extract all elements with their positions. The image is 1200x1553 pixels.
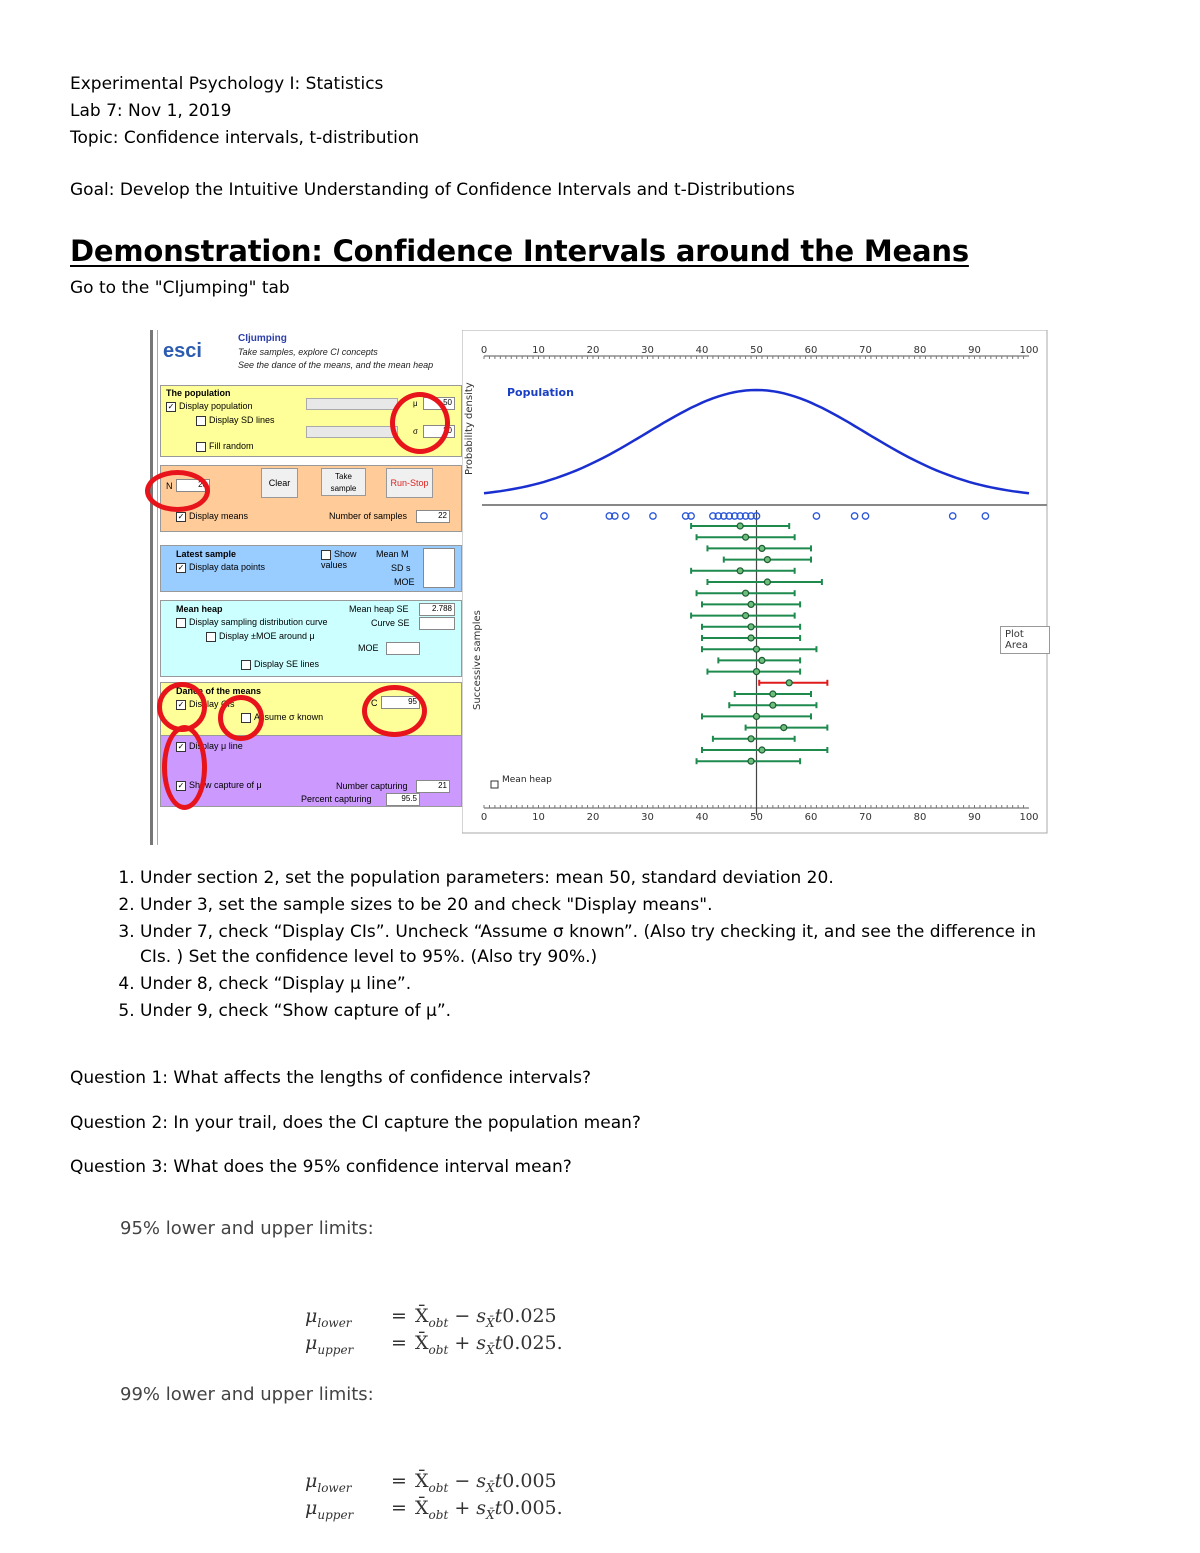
tick-label: 10 <box>532 345 545 356</box>
left-border <box>150 330 153 845</box>
tick-label: 70 <box>859 345 872 356</box>
display-mu-line-checkbox[interactable]: ✓ Display μ line <box>177 741 243 751</box>
eq-99-upper: $\mu_{upper}$ = $X̄_{obt} + s_{X̄}t0.005$. <box>305 1497 563 1522</box>
tick-label: 0 <box>480 812 488 823</box>
question-3: Question 3: What does the 95% confidence interval mean? <box>70 1157 572 1177</box>
display-se-lines-checkbox[interactable] <box>241 659 319 670</box>
display-mu-line-label: Display μ line <box>189 741 243 751</box>
display-moe-around-mu-label: Display ±MOE around μ <box>219 631 315 641</box>
steps-list <box>100 866 1040 1026</box>
ci-mean-point <box>737 523 743 529</box>
display-sd-lines-label: Display SD lines <box>209 415 275 425</box>
app-title: CIjumping <box>238 333 287 344</box>
tick-label: 20 <box>586 812 600 823</box>
latest-sample-values <box>423 548 455 588</box>
ci-mean-point <box>743 534 749 540</box>
ci-mean-point <box>759 657 765 663</box>
mean-m-label: Mean M <box>376 549 409 559</box>
assume-sigma-known-label: Assume σ known <box>254 712 324 722</box>
annotation-circle-n <box>145 470 210 512</box>
ci-mean-point <box>764 579 770 585</box>
display-moe-around-mu-checkbox[interactable] <box>206 631 315 642</box>
mean-heap-checkbox[interactable] <box>491 781 498 788</box>
tick-label: 20 <box>586 345 600 356</box>
tick-label: 90 <box>968 812 981 823</box>
ci-mean-point <box>759 545 765 551</box>
step-item: 5. Under 9, check “Show capture of μ”. <box>140 999 1040 1024</box>
ci-mean-point <box>754 646 760 652</box>
tick-label: 0 <box>480 345 488 356</box>
clear-button[interactable]: Clear <box>261 468 298 498</box>
display-means-label: Display means <box>189 511 249 521</box>
tick-label: 80 <box>913 345 927 356</box>
number-of-samples-label: Number of samples <box>329 511 408 521</box>
step-item: 1. Under section 2, set the population parameters: mean 50, standard deviation 20. <box>140 866 1040 891</box>
display-se-lines-label: Display SE lines <box>254 659 320 669</box>
goal: Goal: Develop the Intuitive Understanding of Confidence Intervals and t-Distributions <box>70 180 795 200</box>
sigma-slider[interactable] <box>306 426 398 438</box>
course-title: Experimental Psychology I: Statistics <box>70 74 384 94</box>
annotation-circle-confidence <box>362 685 427 737</box>
ci-mean-point <box>759 747 765 753</box>
app-subtitle-2: See the dance of the means, and the mean heap <box>238 360 434 370</box>
step-item: 3. Under 7, check “Display CIs”. Uncheck “Assume σ known”. (Also try checking it, and see the difference in CIs. ) Set the confidence level to 95%. (Also try 90%.) <box>140 920 1040 970</box>
sd-s-label: SD s <box>391 563 411 573</box>
curve-se-label: Curve SE <box>371 618 410 628</box>
run-stop-button[interactable]: Run-Stop <box>386 468 433 498</box>
ci-mean-point <box>748 758 754 764</box>
display-population-checkbox[interactable]: ✓ Display population <box>167 401 253 411</box>
sigma-label: σ <box>413 427 418 436</box>
percent-capturing-value: 95.5 <box>386 793 420 806</box>
latest-sample-section <box>160 545 462 592</box>
display-data-points-checkbox[interactable]: ✓ Display data points <box>177 562 266 572</box>
ci-mean-point <box>754 669 760 675</box>
curve-se-value <box>419 617 455 630</box>
cijumping-screenshot <box>150 330 1050 850</box>
show-values-label: Show values <box>321 549 357 570</box>
tick-label: 100 <box>1019 812 1039 823</box>
annotation-circle-mu-sigma <box>390 392 450 454</box>
ci-mean-point <box>754 713 760 719</box>
demo-heading: Demonstration: Confidence Intervals around the Means <box>70 234 969 268</box>
ci-mean-point <box>786 680 792 686</box>
mean-heap-title: Mean heap <box>176 604 223 614</box>
tick-label: 40 <box>695 812 709 823</box>
eq-95-upper: $\mu_{upper}$ = $X̄_{obt} + s_{X̄}t0.025$. <box>305 1332 563 1357</box>
tick-label: 100 <box>1019 345 1039 356</box>
number-of-samples-value: 22 <box>416 510 450 523</box>
display-sampling-curve-checkbox[interactable] <box>176 617 328 628</box>
demo-instruction: Go to the "CIjumping" tab <box>70 278 290 298</box>
tick-label: 40 <box>695 345 709 356</box>
moe2-value <box>386 642 420 655</box>
ci-mean-point <box>737 568 743 574</box>
eq-95-lower: $\mu_{lower}$ = $X̄_{obt} - s_{X̄}t0.025$ <box>305 1305 557 1330</box>
population-label: Population <box>507 386 574 399</box>
ci-mean-point <box>743 590 749 596</box>
tick-label: 10 <box>532 812 545 823</box>
tick-label: 60 <box>804 345 818 356</box>
limits-99-title: 99% lower and upper limits: <box>120 1384 374 1405</box>
mu-input[interactable]: 50 <box>423 397 455 410</box>
moe2-label: MOE <box>358 643 379 653</box>
tick-label: 30 <box>641 812 654 823</box>
fill-random-label: Fill random <box>209 441 254 451</box>
plot-area <box>462 330 1050 835</box>
successive-samples-label: Successive samples <box>472 610 483 710</box>
ci-mean-point <box>764 557 770 563</box>
topic: Topic: Confidence intervals, t-distribution <box>70 128 420 148</box>
fill-random-checkbox[interactable] <box>196 441 254 452</box>
plot-area-tooltip: Plot Area <box>1000 626 1050 654</box>
left-border-2 <box>157 330 158 845</box>
tick-label: 30 <box>641 345 654 356</box>
mu-label: μ <box>413 399 418 408</box>
moe-label: MOE <box>394 577 415 587</box>
show-capture-label: Show capture of μ <box>189 780 262 790</box>
lab-date: Lab 7: Nov 1, 2019 <box>70 101 232 121</box>
step-item: 2. Under 3, set the sample sizes to be 20 and check "Display means". <box>140 893 1040 918</box>
take-sample-button[interactable]: Take sample <box>321 468 366 496</box>
tick-label: 90 <box>968 345 981 356</box>
display-sampling-curve-label: Display sampling distribution curve <box>189 617 328 627</box>
ci-mean-point <box>770 691 776 697</box>
n-label: N <box>166 481 173 491</box>
number-capturing-label: Number capturing <box>336 781 408 791</box>
mean-heap-se-value: 2.788 <box>419 603 455 616</box>
ci-mean-point <box>770 702 776 708</box>
ci-mean-point <box>781 725 787 731</box>
limits-95-title: 95% lower and upper limits: <box>120 1218 374 1239</box>
population-section-title: The population <box>166 388 231 398</box>
mean-heap-se-label: Mean heap SE <box>349 604 409 614</box>
n-input[interactable]: 20 <box>176 479 210 492</box>
show-capture-checkbox[interactable]: ✓ Show capture of μ <box>177 780 262 790</box>
mu-slider[interactable] <box>306 398 398 410</box>
ci-mean-point <box>748 601 754 607</box>
c-label: C <box>371 698 378 708</box>
display-cis-label: Display CIs <box>189 699 235 709</box>
annotation-circle-mu-capture <box>162 725 207 810</box>
display-means-checkbox[interactable]: ✓ Display means <box>177 511 249 521</box>
tick-label: 60 <box>804 812 818 823</box>
esci-logo: esci <box>163 340 202 362</box>
number-capturing-value: 21 <box>416 780 450 793</box>
show-values-checkbox[interactable] <box>321 549 371 570</box>
app-subtitle-1: Take samples, explore CI concepts <box>238 347 378 357</box>
tick-label: 50 <box>750 812 763 823</box>
prob-density-label: Probability density <box>464 382 475 475</box>
question-2: Question 2: In your trail, does the CI capture the population mean? <box>70 1113 641 1133</box>
sigma-input[interactable]: 20 <box>423 425 455 438</box>
tick-label: 50 <box>750 345 763 356</box>
ci-mean-point <box>748 624 754 630</box>
step-item: 4. Under 8, check “Display μ line”. <box>140 972 1040 997</box>
mean-heap-text: Mean heap <box>502 775 552 785</box>
display-cis-checkbox[interactable]: ✓ Display CIs <box>177 699 235 709</box>
display-data-points-label: Display data points <box>189 562 266 572</box>
tick-label: 80 <box>913 812 927 823</box>
ci-mean-point <box>743 613 749 619</box>
ci-mean-point <box>748 635 754 641</box>
latest-sample-title: Latest sample <box>176 549 237 559</box>
annotation-circle-assume-sigma <box>218 695 264 741</box>
confidence-level-input[interactable]: 95 <box>381 696 420 709</box>
mean-heap-section <box>160 600 462 677</box>
percent-capturing-label: Percent capturing <box>301 794 372 804</box>
display-sd-lines-checkbox[interactable] <box>196 415 275 426</box>
eq-99-lower: $\mu_{lower}$ = $X̄_{obt} - s_{X̄}t0.005$ <box>305 1470 557 1495</box>
dance-section-title: Dance of the means <box>176 686 262 696</box>
display-population-label: Display population <box>179 401 253 411</box>
tick-label: 70 <box>859 812 872 823</box>
question-1: Question 1: What affects the lengths of confidence intervals? <box>70 1068 592 1088</box>
ci-mean-point <box>748 736 754 742</box>
